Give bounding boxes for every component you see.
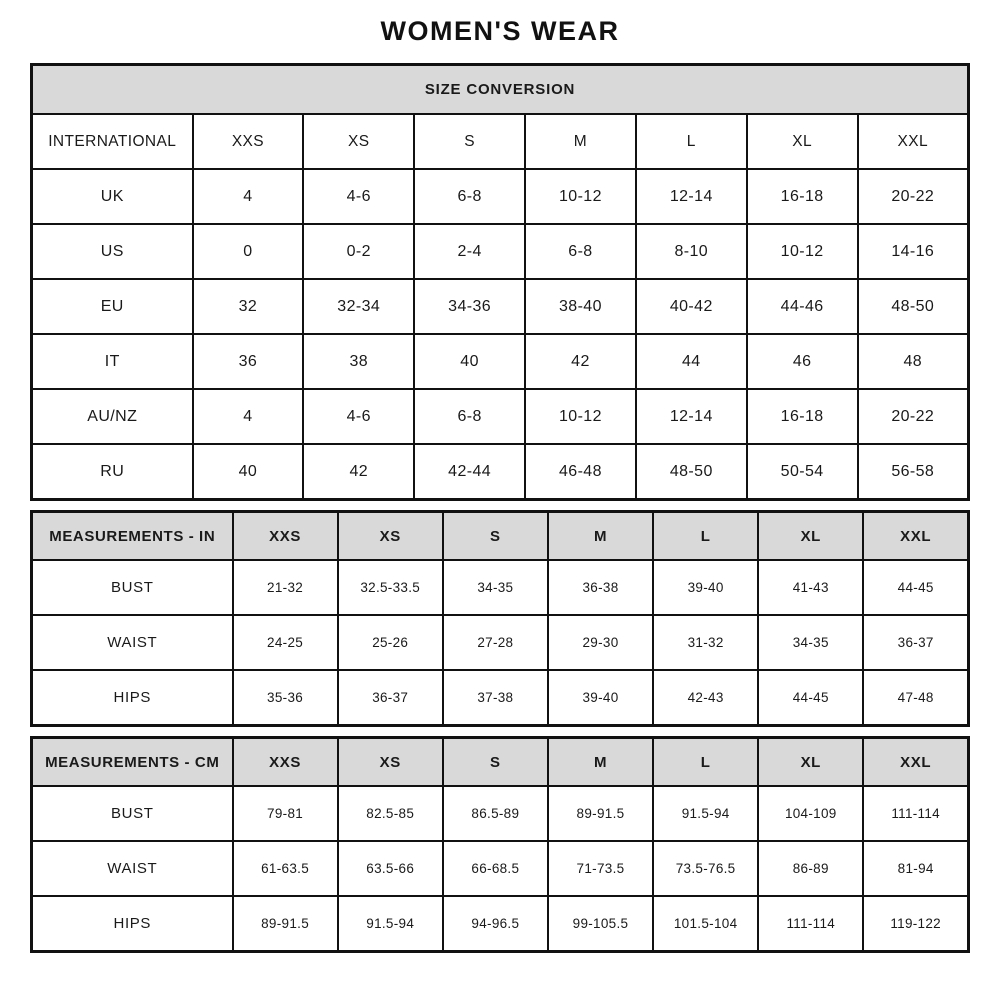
size-value-cell: 0-2 — [303, 224, 414, 279]
measure-value-cell: 37-38 — [443, 670, 548, 726]
row-label-cell: IT — [32, 334, 193, 389]
measure-value-cell: 91.5-94 — [338, 896, 443, 952]
row-label-cell: BUST — [32, 786, 233, 841]
size-value-cell: 20-22 — [858, 389, 969, 444]
size-value-cell: 48-50 — [858, 279, 969, 334]
size-value-cell: 36 — [193, 334, 304, 389]
size-value-cell: 6-8 — [414, 169, 525, 224]
size-header-cell: XL — [758, 738, 863, 787]
size-header-cell: S — [414, 114, 525, 169]
table-row-waist-in — [32, 615, 969, 670]
measure-value-cell: 63.5-66 — [338, 841, 443, 896]
size-header-cell: L — [636, 114, 747, 169]
measure-value-cell: 71-73.5 — [548, 841, 653, 896]
measure-value-cell: 61-63.5 — [233, 841, 338, 896]
measure-value-cell: 119-122 — [863, 896, 968, 952]
size-value-cell: 4 — [193, 169, 304, 224]
measure-value-cell: 21-32 — [233, 560, 338, 615]
measure-value-cell: 94-96.5 — [443, 896, 548, 952]
size-chart-page — [30, 0, 970, 953]
measurements-cm-table — [30, 736, 970, 953]
table-row-hips-cm — [32, 896, 969, 952]
page-title: WOMEN'S WEAR — [380, 16, 620, 46]
size-header-cell: XXL — [858, 114, 969, 169]
measure-value-cell: 44-45 — [758, 670, 863, 726]
table-row-eu — [32, 279, 969, 334]
size-header-cell: M — [525, 114, 636, 169]
size-value-cell: 48 — [858, 334, 969, 389]
table-row-aunz — [32, 389, 969, 444]
size-value-cell: 46 — [747, 334, 858, 389]
size-value-cell: 2-4 — [414, 224, 525, 279]
row-label-cell: AU/NZ — [32, 389, 193, 444]
measurements-in-table — [30, 510, 970, 727]
measure-value-cell: 32.5-33.5 — [338, 560, 443, 615]
size-value-cell: 40 — [193, 444, 304, 500]
row-label-cell: HIPS — [32, 670, 233, 726]
size-header-cell: XXS — [233, 738, 338, 787]
table-row-uk — [32, 169, 969, 224]
size-value-cell: 44 — [636, 334, 747, 389]
table-row-waist-cm — [32, 841, 969, 896]
size-header-cell: XXS — [193, 114, 304, 169]
size-value-cell: 10-12 — [525, 169, 636, 224]
measure-value-cell: 47-48 — [863, 670, 968, 726]
header-label-cell: INTERNATIONAL — [32, 114, 193, 169]
size-value-cell: 4-6 — [303, 389, 414, 444]
table-row-bust-cm — [32, 786, 969, 841]
size-value-cell: 4-6 — [303, 169, 414, 224]
size-header-cell: XXS — [233, 512, 338, 561]
measure-value-cell: 36-37 — [338, 670, 443, 726]
size-header-cell: XL — [747, 114, 858, 169]
measure-value-cell: 81-94 — [863, 841, 968, 896]
size-value-cell: 34-36 — [414, 279, 525, 334]
table-row-bust-in — [32, 560, 969, 615]
measure-value-cell: 66-68.5 — [443, 841, 548, 896]
size-value-cell: 32 — [193, 279, 304, 334]
measure-value-cell: 73.5-76.5 — [653, 841, 758, 896]
measure-value-cell: 89-91.5 — [233, 896, 338, 952]
measure-value-cell: 101.5-104 — [653, 896, 758, 952]
size-value-cell: 6-8 — [525, 224, 636, 279]
row-label-cell: WAIST — [32, 841, 233, 896]
size-value-cell: 6-8 — [414, 389, 525, 444]
size-header-cell: XS — [303, 114, 414, 169]
size-value-cell: 38-40 — [525, 279, 636, 334]
row-label-cell: BUST — [32, 560, 233, 615]
size-value-cell: 42 — [525, 334, 636, 389]
measurements-in-header-row — [32, 512, 969, 561]
size-header-cell: XS — [338, 738, 443, 787]
measure-value-cell: 35-36 — [233, 670, 338, 726]
row-label-cell: US — [32, 224, 193, 279]
size-value-cell: 50-54 — [747, 444, 858, 500]
size-header-cell: XL — [758, 512, 863, 561]
measure-value-cell: 86-89 — [758, 841, 863, 896]
measure-value-cell: 25-26 — [338, 615, 443, 670]
measure-value-cell: 39-40 — [548, 670, 653, 726]
size-header-cell: M — [548, 738, 653, 787]
size-conversion-banner: SIZE CONVERSION — [32, 65, 969, 115]
size-value-cell: 16-18 — [747, 389, 858, 444]
size-value-cell: 40-42 — [636, 279, 747, 334]
measure-value-cell: 42-43 — [653, 670, 758, 726]
measure-value-cell: 99-105.5 — [548, 896, 653, 952]
size-value-cell: 0 — [193, 224, 304, 279]
table-row-hips-in — [32, 670, 969, 726]
size-value-cell: 10-12 — [747, 224, 858, 279]
header-label-cell: MEASUREMENTS - CM — [32, 738, 233, 787]
size-value-cell: 46-48 — [525, 444, 636, 500]
table-row-it — [32, 334, 969, 389]
measure-value-cell: 29-30 — [548, 615, 653, 670]
measure-value-cell: 27-28 — [443, 615, 548, 670]
measure-value-cell: 82.5-85 — [338, 786, 443, 841]
row-label-cell: UK — [32, 169, 193, 224]
measure-value-cell: 36-37 — [863, 615, 968, 670]
size-value-cell: 12-14 — [636, 389, 747, 444]
table-row-ru — [32, 444, 969, 500]
banner-row — [32, 65, 969, 115]
measure-value-cell: 36-38 — [548, 560, 653, 615]
size-value-cell: 32-34 — [303, 279, 414, 334]
size-header-cell: XXL — [863, 738, 968, 787]
measure-value-cell: 24-25 — [233, 615, 338, 670]
size-header-cell: S — [443, 738, 548, 787]
row-label-cell: RU — [32, 444, 193, 500]
size-value-cell: 48-50 — [636, 444, 747, 500]
measure-value-cell: 79-81 — [233, 786, 338, 841]
size-value-cell: 42 — [303, 444, 414, 500]
measure-value-cell: 111-114 — [863, 786, 968, 841]
size-value-cell: 20-22 — [858, 169, 969, 224]
row-label-cell: WAIST — [32, 615, 233, 670]
measure-value-cell: 111-114 — [758, 896, 863, 952]
size-value-cell: 38 — [303, 334, 414, 389]
size-value-cell: 4 — [193, 389, 304, 444]
size-header-cell: XS — [338, 512, 443, 561]
measure-value-cell: 44-45 — [863, 560, 968, 615]
measure-value-cell: 34-35 — [758, 615, 863, 670]
measure-value-cell: 41-43 — [758, 560, 863, 615]
row-label-cell: EU — [32, 279, 193, 334]
measure-value-cell: 91.5-94 — [653, 786, 758, 841]
size-header-cell: XXL — [863, 512, 968, 561]
measure-value-cell: 34-35 — [443, 560, 548, 615]
size-value-cell: 16-18 — [747, 169, 858, 224]
size-value-cell: 10-12 — [525, 389, 636, 444]
size-header-cell: L — [653, 512, 758, 561]
size-value-cell: 40 — [414, 334, 525, 389]
size-value-cell: 44-46 — [747, 279, 858, 334]
size-value-cell: 56-58 — [858, 444, 969, 500]
measure-value-cell: 104-109 — [758, 786, 863, 841]
measurements-cm-header-row — [32, 738, 969, 787]
size-value-cell: 12-14 — [636, 169, 747, 224]
size-conversion-table — [30, 63, 970, 501]
measure-value-cell: 86.5-89 — [443, 786, 548, 841]
size-header-cell: L — [653, 738, 758, 787]
header-label-cell: MEASUREMENTS - IN — [32, 512, 233, 561]
table-row-us — [32, 224, 969, 279]
size-value-cell: 42-44 — [414, 444, 525, 500]
measure-value-cell: 89-91.5 — [548, 786, 653, 841]
size-header-cell: S — [443, 512, 548, 561]
size-value-cell: 8-10 — [636, 224, 747, 279]
size-value-cell: 14-16 — [858, 224, 969, 279]
row-label-cell: HIPS — [32, 896, 233, 952]
measure-value-cell: 39-40 — [653, 560, 758, 615]
size-header-cell: M — [548, 512, 653, 561]
size-header-row — [32, 114, 969, 169]
measure-value-cell: 31-32 — [653, 615, 758, 670]
